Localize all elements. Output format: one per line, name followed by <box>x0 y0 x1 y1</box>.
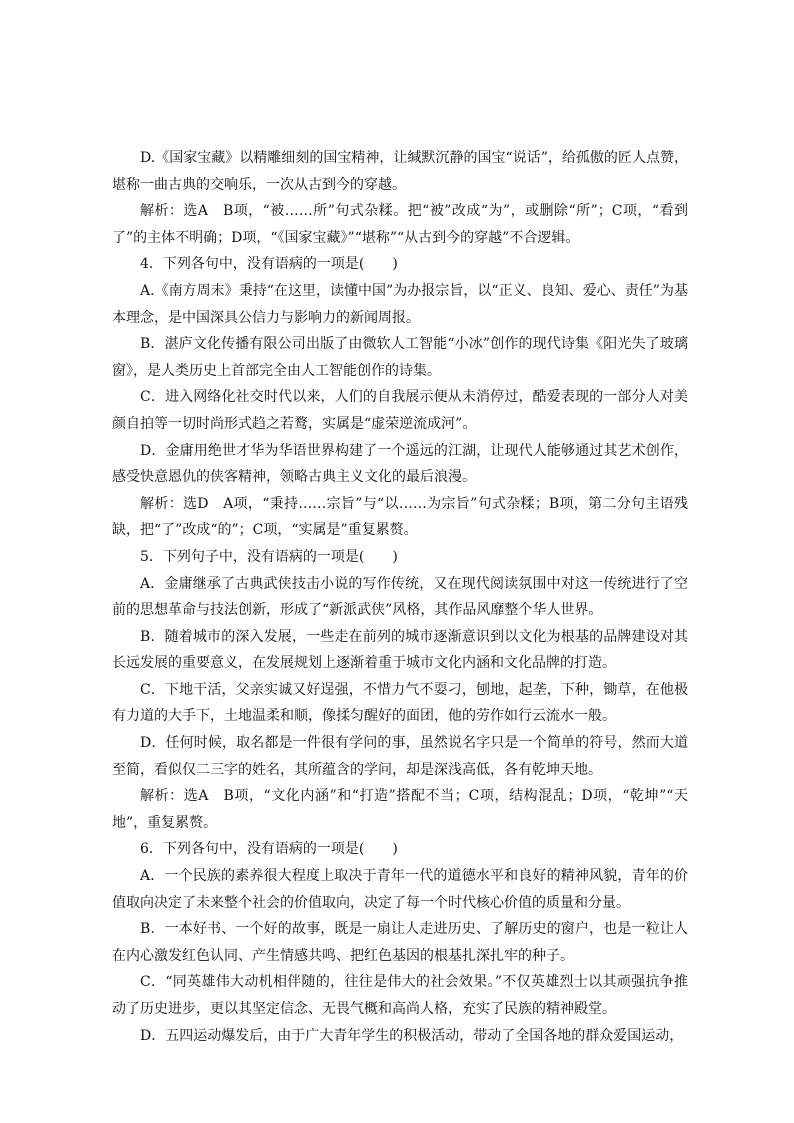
option-d-q3: D.《国家宝藏》以精雕细刻的国宝精神，让缄默沉静的国宝“说话”，给孤傲的匠人点赞，堪称一曲古典的交响乐，一次从古到今的穿越。 <box>112 150 688 193</box>
analysis-q5: 解析：选A B项，“文化内涵”和“打造”搭配不当；C项，结构混乱；D项，“乾坤”“天地”，重复累赘。 <box>112 788 688 831</box>
option-a-q6: A．一个民族的素养很大程度上取决于青年一代的道德水平和良好的精神风貌，青年的价值取向决定了未来整个社会的价值取向，决定了每一个时代核心价值的质量和分量。 <box>112 868 688 911</box>
option-c-q4: C．进入网络化社交时代以来，人们的自我展示便从未消停过，酷爱表现的一部分人对美颜自拍等一切时尚形式趋之若鹜，实属是“虚荣逆流成河”。 <box>112 389 688 432</box>
option-a-q5: A．金庸继承了古典武侠技击小说的写作传统，又在现代阅读氛围中对这一传统进行了空前的思想革命与技法创新，形成了“新派武侠”风格，其作品风靡整个华人世界。 <box>112 575 688 619</box>
document-page <box>112 145 688 1049</box>
option-c-q5: C．下地干活，父亲实诚又好逞强，不惜力气不耍刁，刨地，起垄，下种，锄草，在他极有力道的大手下，土地温柔和顺，像揉匀醒好的面团，他的劳作如行云流水一般。 <box>112 681 688 725</box>
option-d-q6: D．五四运动爆发后，由于广大青年学生的积极活动，带动了全国各地的群众爱国运动， <box>140 1027 684 1044</box>
option-b-q4: B．湛庐文化传播有限公司出版了由微软人工智能“小冰”创作的现代诗集《阳光失了玻璃窗》，是人类历史上首部完全由人工智能创作的诗集。 <box>112 336 688 379</box>
question-6: 6．下列各句中，没有语病的一项是( ) <box>140 841 398 858</box>
option-d-q4: D．金庸用绝世才华为华语世界构建了一个遥远的江湖，让现代人能够通过其艺术创作，感受快意恩仇的侠客精神，领略古典主义文化的最后浪漫。 <box>112 442 688 486</box>
option-b-q5: B．随着城市的深入发展，一些走在前列的城市逐渐意识到以文化为根基的品牌建设对其长远发展的重要意义，在发展规划上逐渐着重于城市文化内涵和文化品牌的打造。 <box>112 628 688 672</box>
option-d-q5: D．任何时候，取名都是一件很有学问的事，虽然说名字只是一个简单的符号，然而大道至简，看似仅二三字的姓名，其所蕴含的学问，却是深浅高低，各有乾坤天地。 <box>112 735 688 778</box>
question-5: 5．下列句子中，没有语病的一项是( ) <box>140 548 398 565</box>
analysis-q4: 解析：选D A项，“秉持……宗旨”与“以……为宗旨”句式杂糅；B项，第二分句主语残缺，把“了”改成“的”；C项，“实属是”重复累赘。 <box>112 495 688 539</box>
analysis-q3: 解析：选A B项，“被……所”句式杂糅。把“被”改成“为”，或删除“所”；C项，“看到了”的主体不明确；D项，“《国家宝藏》”“堪称”“从古到今的穿越”不合逻辑。 <box>112 203 688 246</box>
option-b-q6: B．一本好书、一个好的故事，既是一扇让人走进历史、了解历史的窗户，也是一粒让人在内心激发红色认同、产生情感共鸣、把红色基因的根基扎深扎牢的种子。 <box>112 921 688 964</box>
question-4: 4．下列各句中，没有语病的一项是( ) <box>140 256 398 273</box>
option-a-q4: A.《南方周末》秉持“在这里，读懂中国”为办报宗旨，以“正义、良知、爱心、责任”为基本理念，是中国深具公信力与影响力的新闻周报。 <box>112 282 688 326</box>
option-c-q6: C．“同英雄伟大动机相伴随的，往往是伟大的社会效果。”不仅英雄烈士以其顽强抗争推动了历史进步，更以其坚定信念、无畏气概和高尚人格，充实了民族的精神殿堂。 <box>112 974 688 1017</box>
